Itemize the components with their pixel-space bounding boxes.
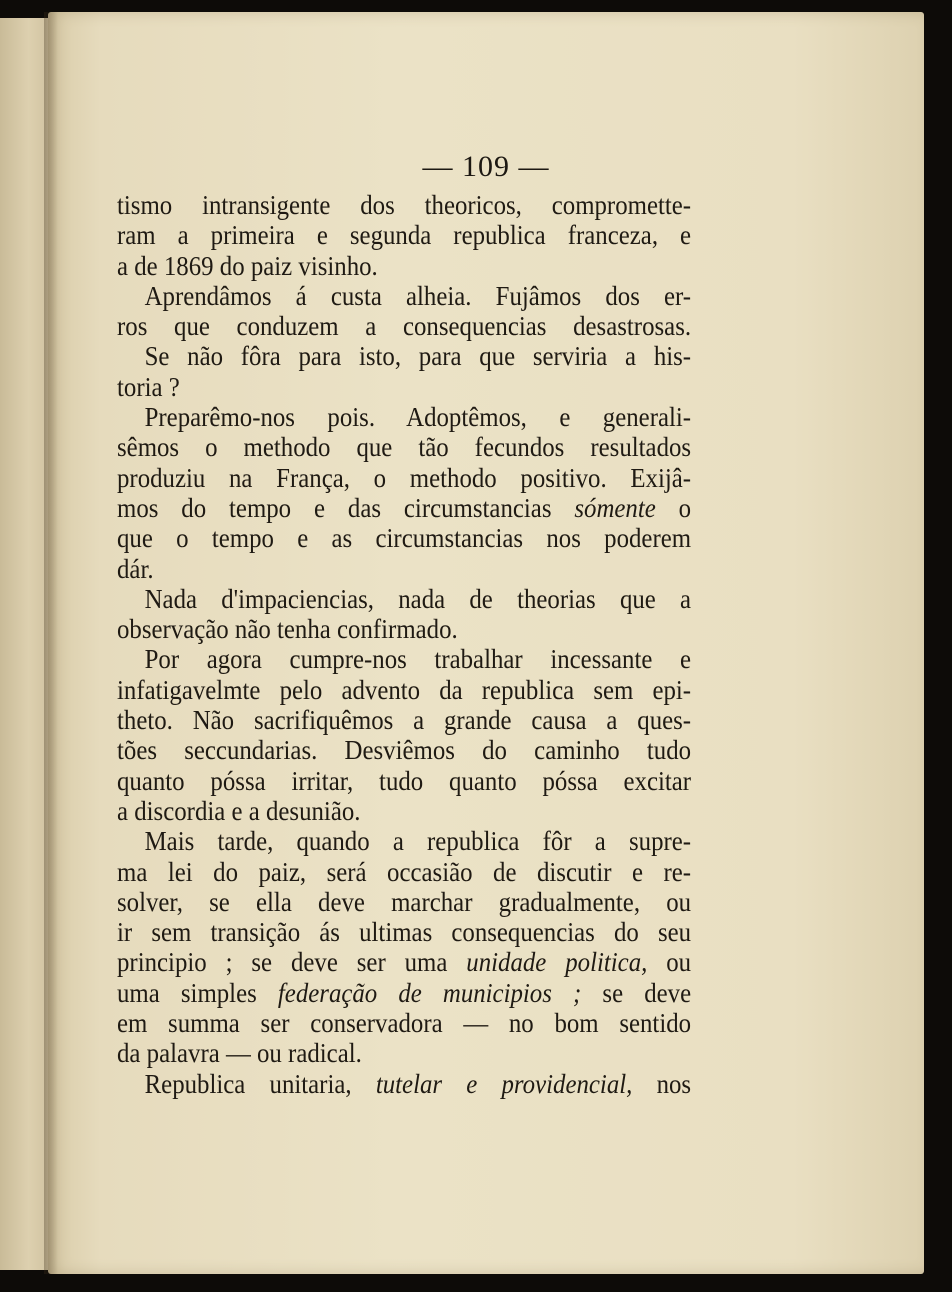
text-line: theto. Não sacrifiquêmos a grande causa a ques-: [117, 705, 692, 736]
text-line: em summa ser conservadora — no bom sentido: [117, 1008, 692, 1039]
paragraph-5: [117, 584, 691, 645]
text-line: [117, 1069, 691, 1099]
text-line: Por agora cumpre-nos trabalhar incessante e: [144, 644, 692, 675]
paragraph-2: [117, 281, 691, 342]
text-run: ou: [666, 947, 692, 978]
text-line: solver, se ella deve marchar gradualmente, ou: [117, 886, 692, 917]
text-line: Se não fôra para isto, para que serviria a his-: [144, 341, 692, 372]
text-line: da palavra — ou radical.: [117, 1038, 362, 1069]
text-run: principio ; se deve ser uma: [117, 947, 448, 978]
italic-run: unidade politica,: [466, 947, 648, 978]
text-line: dár.: [117, 553, 154, 584]
paragraph-8: [117, 1069, 691, 1099]
text-line: Preparêmo-nos pois. Adoptêmos, e generali-: [144, 402, 692, 433]
text-line: que o tempo e as circumstancias nos poderem: [117, 523, 692, 554]
text-run: se deve: [602, 977, 692, 1008]
body-text: [117, 190, 691, 1099]
text-line: ros que conduzem a consequencias desastrosas.: [117, 311, 692, 342]
text-line: Mais tarde, quando a republica fôr a supre-: [144, 826, 692, 857]
paragraph-3: [117, 341, 691, 402]
text-line: observação não tenha confirmado.: [117, 614, 458, 645]
text-line: [117, 493, 691, 523]
spine-shadow: [44, 12, 58, 1274]
text-run: Republica unitaria,: [144, 1068, 352, 1099]
text-line: a de 1869 do paiz visinho.: [117, 250, 378, 281]
text-line: [117, 947, 691, 977]
text-run: uma simples: [117, 977, 257, 1008]
text-run: nos: [656, 1068, 692, 1099]
paragraph-4: [117, 402, 691, 584]
text-line: Nada d'impaciencias, nada de theorias que a: [144, 583, 692, 614]
text-line: ir sem transição ás ultimas consequencias do seu: [117, 917, 692, 948]
text-line: tismo intransigente dos theoricos, compromette-: [117, 190, 692, 220]
text-line: Aprendâmos á custa alheia. Fujâmos dos er-: [144, 280, 692, 311]
italic-run: tutelar e providencial,: [375, 1068, 633, 1099]
text-line: sêmos o methodo que tão fecundos resultados: [117, 432, 692, 463]
text-line: toria ?: [117, 371, 180, 402]
page-number: — 109 —: [422, 150, 550, 183]
paragraph-6: [117, 644, 691, 826]
text-line: a discordia e a desunião.: [117, 795, 361, 826]
italic-run: federação de municipios ;: [277, 977, 582, 1008]
text-line: produziu na França, o methodo positivo. Exijâ-: [117, 462, 692, 493]
text-line: ma lei do paiz, será occasião de discutir e re-: [117, 856, 692, 887]
text-line: quanto póssa irritar, tudo quanto póssa excitar: [117, 765, 692, 796]
text-line: [117, 978, 691, 1008]
italic-run: sómente: [574, 492, 656, 523]
text-line: infatigavelmte pelo advento da republica sem epi-: [117, 674, 692, 705]
paragraph-7: [117, 826, 691, 1068]
text-run: mos do tempo e das circumstancias: [117, 492, 552, 523]
text-line: ram a primeira e segunda republica franceza, e: [117, 220, 692, 251]
text-run: o: [678, 492, 692, 523]
paragraph-1: [117, 190, 691, 281]
text-line: tões seccundarias. Desviêmos do caminho tudo: [117, 735, 692, 766]
